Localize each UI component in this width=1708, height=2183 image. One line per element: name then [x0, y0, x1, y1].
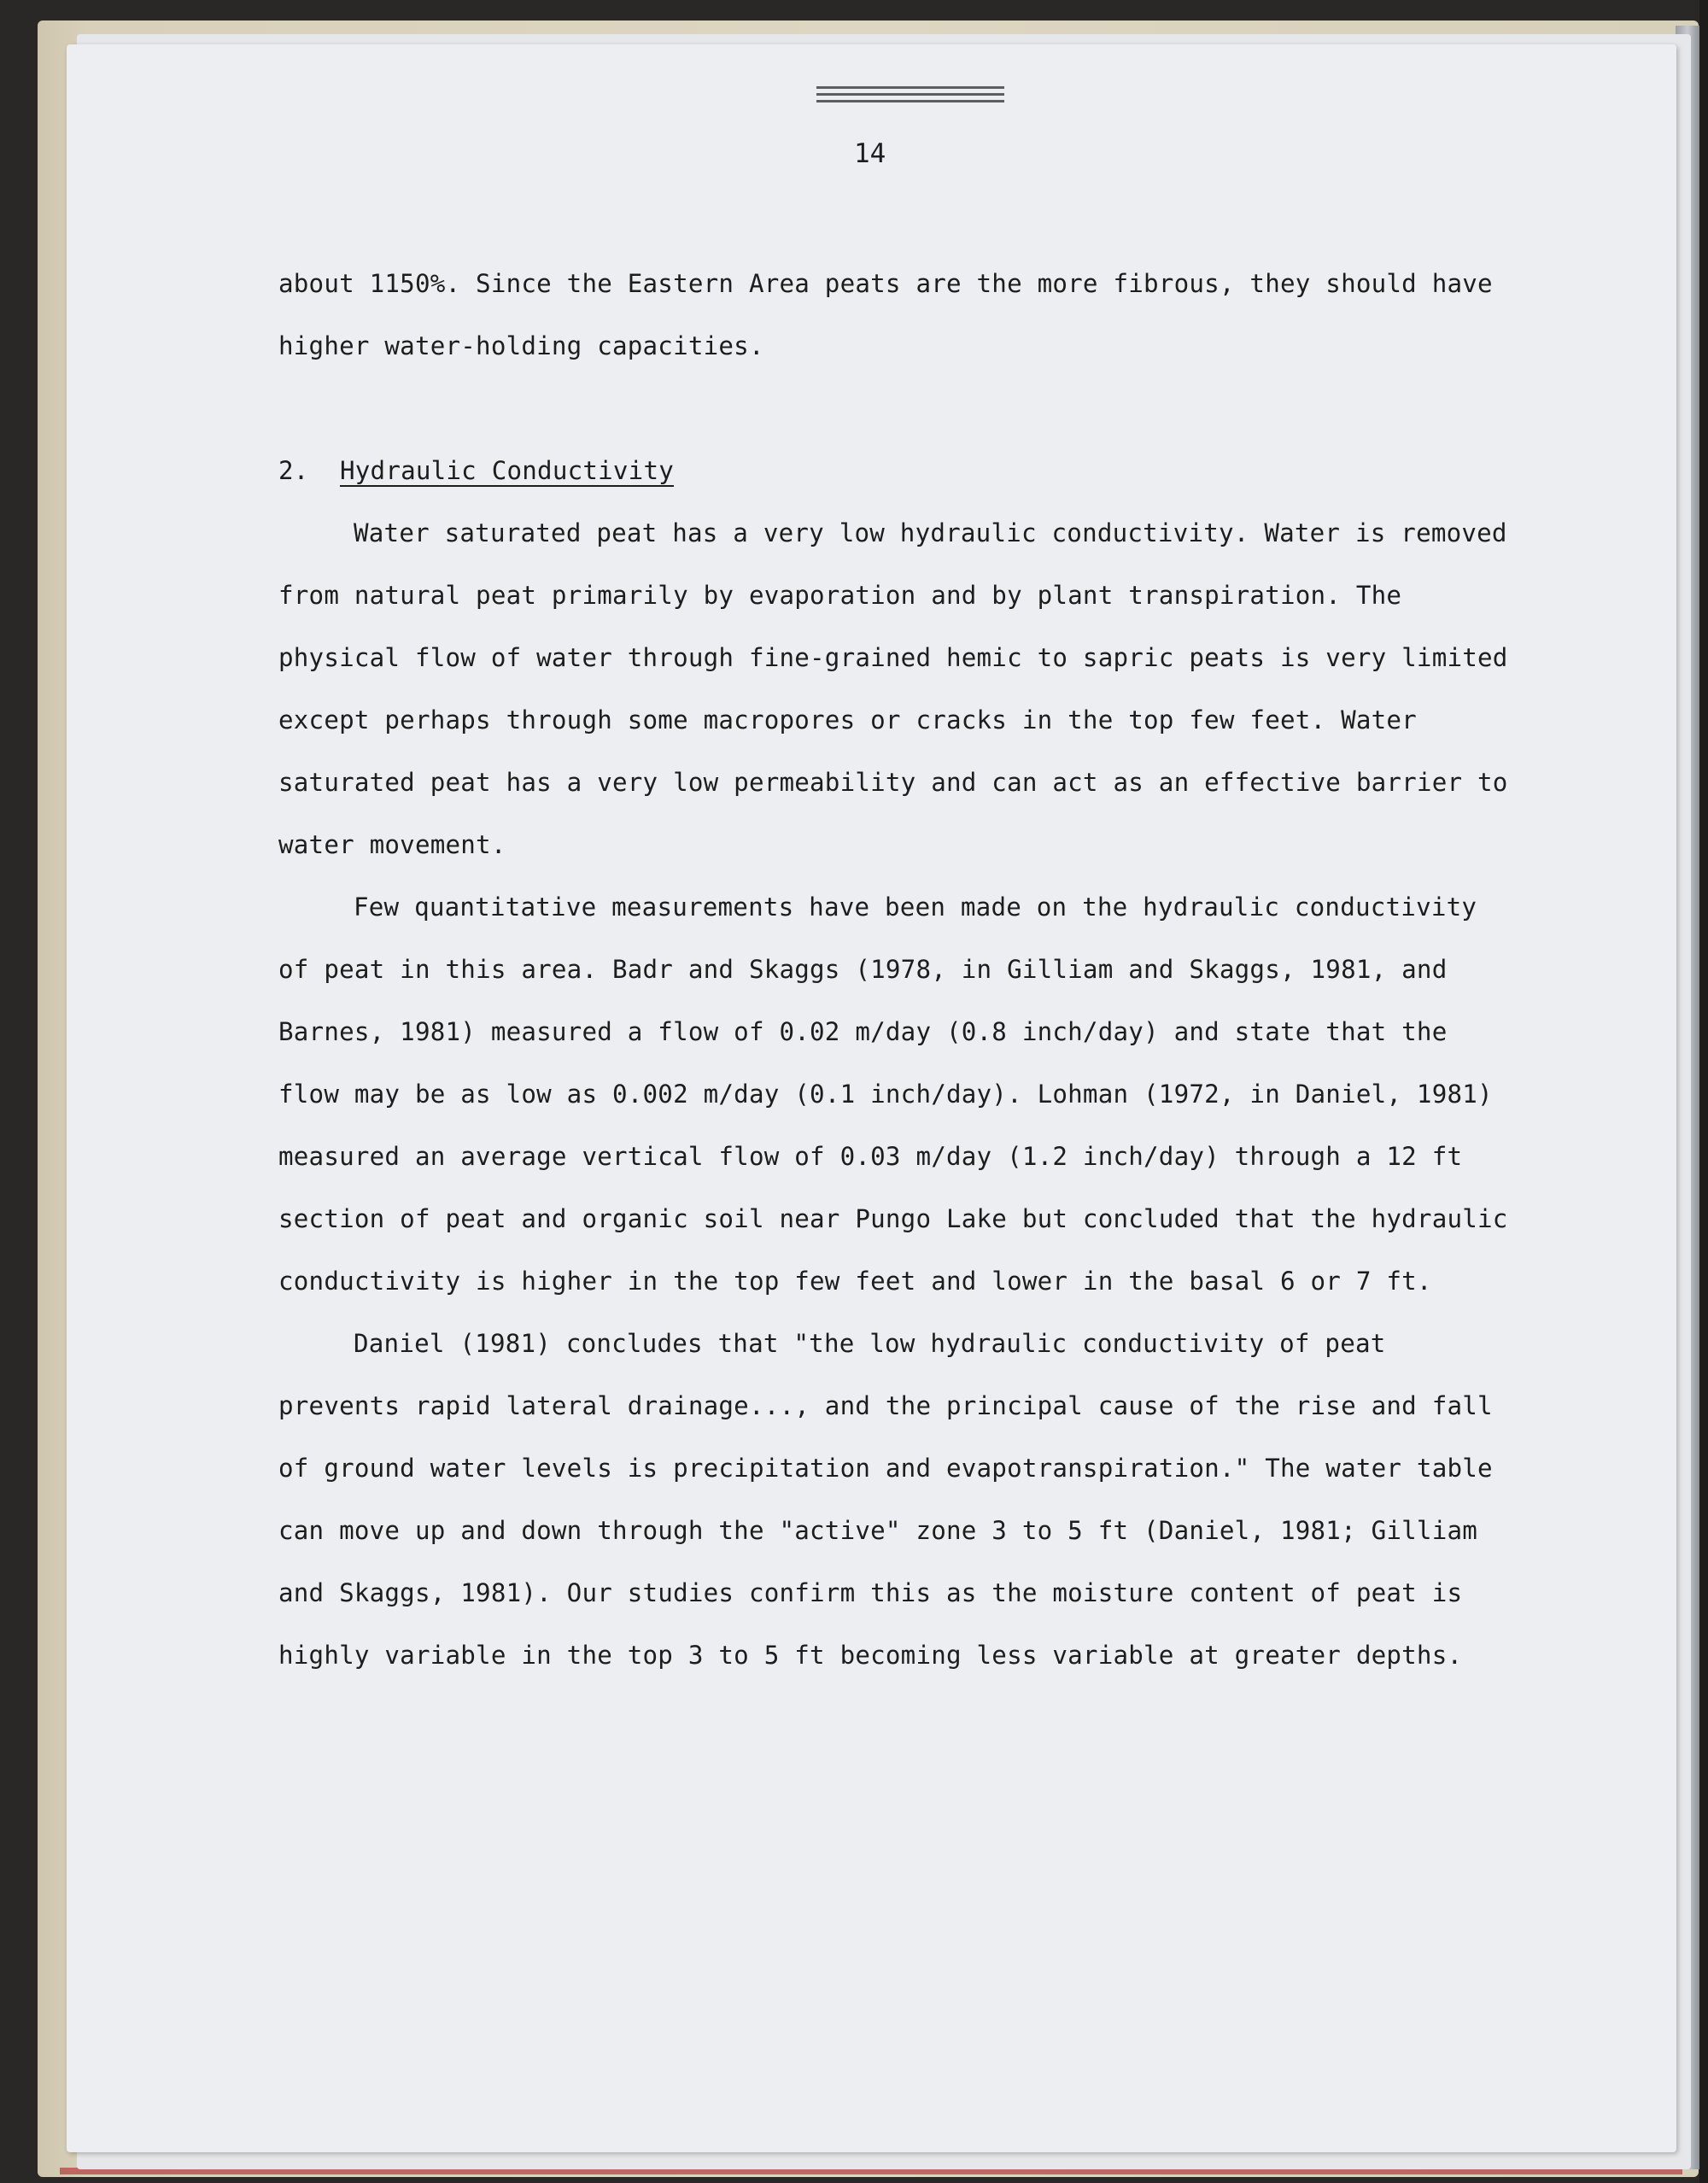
paragraph-daniel-conclusions: Daniel (1981) concludes that "the low hydraulic conductivity of peat prevents rapid lateral drainage..., and the principal cause of the rise and fall of ground water levels is precipitation and evapotranspiration." The water table can move up and down through the "active" zone 3 to 5 ft (Daniel, 1981; Gilliam and Skaggs, 1981). Our studies confirm this as the moisture content of peat is highly variable in the top 3 to 5 ft becoming less variable at greater depths.: [278, 1329, 1493, 1670]
section-title: Hydraulic Conductivity: [340, 456, 674, 485]
paragraph-low-conductivity: Water saturated peat has a very low hydraulic conductivity. Water is removed from natural peat primarily by evaporation and by plant transpiration. The physical flow of water through fine-grained hemic to sapric peats is very limited except perhaps through some macropores or cracks in the top few feet. Water saturated peat has a very low permeability and can act as an effective barrier to water movement.: [278, 518, 1508, 859]
paragraph-water-holding: about 1150%. Since the Eastern Area peats are the more fibrous, they should have higher water-holding capacities.: [278, 269, 1493, 360]
page-number: 14: [854, 138, 886, 169]
body-text: [278, 253, 1508, 1687]
paragraph-measurements: Few quantitative measurements have been made on the hydraulic conductivity of peat in this area. Badr and Skaggs (1978, in Gilliam and Skaggs, 1981, and Barnes, 1981) measured a flow of 0.02 m/day (0.8 inch/day) and state that the flow may be as low as 0.002 m/day (0.1 inch/day). Lohman (1972, in Daniel, 1981) measured an average vertical flow of 0.03 m/day (1.2 inch/day) through a 12 ft section of peat and organic soil near Pungo Lake but concluded that the hydraulic conductivity is higher in the top few feet and lower in the basal 6 or 7 ft.: [278, 893, 1508, 1296]
section-heading: [278, 440, 1508, 502]
section-number: 2.: [278, 456, 309, 485]
top-smudge-marks: [816, 82, 1004, 104]
